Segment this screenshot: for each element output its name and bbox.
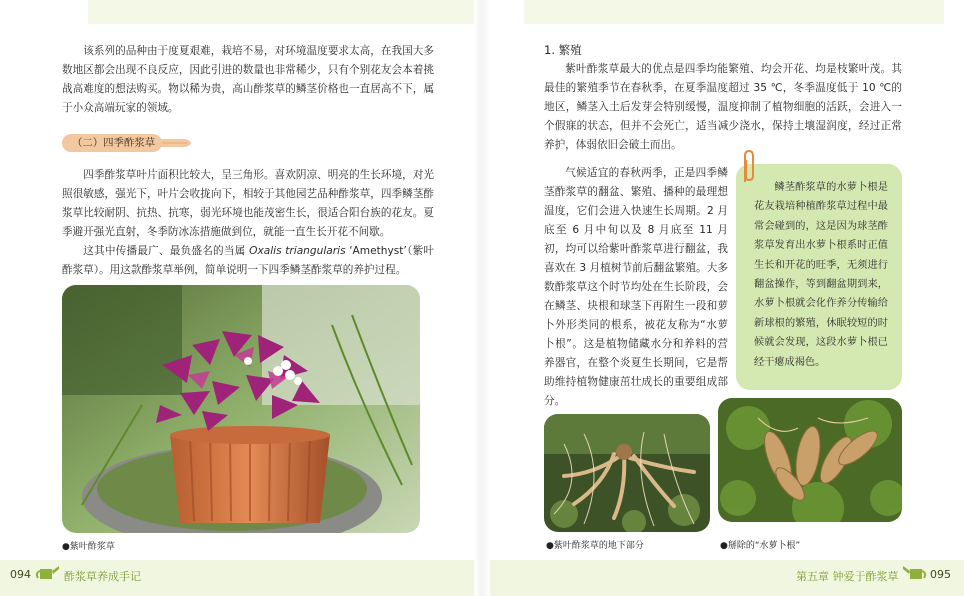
watering-can-icon	[34, 563, 60, 583]
roots-photo-caption: ●掰除的“水萝卜根”	[720, 541, 801, 551]
side-note-text: 鳞茎酢浆草的水萝卜根是花友栽培种植酢浆草过程中最常会碰到的，这是因为球茎酢浆草发育出水萝卜根系时正值生长和开花的旺季，无须进行翻盆操作，等到翻盆期到来，水萝卜根就会化作养分传输给新球根的繁殖，休眠较短的时候就会发现，这段水萝卜根已经干瘪成褐色。	[754, 182, 888, 368]
left-intro-paragraph: 该系列的品种由于度夏艰难，栽培不易，对环境温度要求太高，在我国大多数地区都会出现不良反应，因此引进的数量也非常稀少，只有个别花友会本着挑战高难度的想法购买。物以稀为贵，高山酢浆草的鳞茎价格也一直居高不下，属于小众高端玩家的领域。	[62, 45, 434, 114]
right-page-number: 095	[930, 568, 951, 581]
photo-water-radish-roots	[718, 398, 902, 522]
right-paragraph-1: 紫叶酢浆草最大的优点是四季均能繁殖、均会开花、均是枝繁叶茂。其最佳的繁殖季节在春秋季，在夏季温度超过 35 ℃，冬季温度低于 10 ℃的地区，鳞茎入土后发芽会特别缓慢，温度抑制了植物细胞的活跃，会进入一个假寐的状态，但并不会死亡，适当减少浇水，保持土壤湿润度，经过正常养护，体弱依旧会破土而出。	[544, 63, 902, 151]
right-paragraph-2: 气候适宜的春秋两季，正是四季鳞茎酢浆草的翻盆、繁殖、播种的最理想温度，它们会进入快速生长周期。2 月底至 6 月中旬以及 8 月底至 11 月初，均可以给紫叶酢浆草进行翻盆，我喜欢在 3 月植树节前后翻盆繁殖。大多数酢浆草这个时节均处在生长阶段，会在鳞茎、块根和球茎下再附生一段和萝卜外形类同的根系，被花友称为“水萝卜根”。这是植物储藏水分和养料的营养器官，在整个炎夏生长期间，它是帮助维持植物健康茁壮成长的重要组成部分。	[544, 167, 728, 407]
underground-part-illustration	[544, 414, 710, 532]
right-top-band	[524, 0, 944, 24]
purple-oxalis-illustration	[62, 285, 420, 533]
section-heading-pill	[62, 134, 162, 152]
watering-can-icon	[902, 563, 928, 583]
photo-underground-part	[544, 414, 710, 532]
left-page-number: 094	[10, 568, 31, 581]
underground-photo-caption: ●紫叶酢浆草的地下部分	[546, 541, 644, 551]
left-photo-caption: ●紫叶酢浆草	[62, 542, 115, 552]
right-footer-title: 第五章 钟爱于酢浆草	[796, 570, 899, 583]
para-2-post: ‘Amethyst’（紫叶酢浆草）。用这款酢浆草举例，简单说明一下四季鳞茎酢浆草的养护过程。	[62, 245, 434, 276]
left-footer-title: 酢浆草养成手记	[64, 570, 141, 583]
water-radish-roots-illustration	[718, 398, 902, 522]
species-name-italic: Oxalis triangularis	[249, 245, 346, 257]
right-heading: 1. 繁殖	[544, 43, 582, 57]
left-paragraph-2	[62, 242, 434, 280]
para-2-pre: 这其中传播最广、最负盛名的当属	[83, 245, 250, 257]
left-top-band	[88, 0, 474, 24]
paper-clip-icon	[741, 150, 755, 184]
left-paragraph-1: 四季酢浆草叶片面积比较大，呈三角形。喜欢阴凉、明亮的生长环境，对光照很敏感，强光下，叶片会收拢向下，相较于其他园艺品种酢浆草，四季鳞茎酢浆草比较耐阴、抗热、抗寒，弱光环境也能茂密生长，很适合阳台族的花友。夏季避开强光直射，冬季防冰冻措施做到位，就能一直生长开花不间歇。	[62, 169, 434, 238]
photo-purple-oxalis	[62, 285, 420, 533]
section-heading: （二）四季酢浆草	[72, 137, 156, 149]
pill-tail-decoration	[158, 137, 198, 149]
